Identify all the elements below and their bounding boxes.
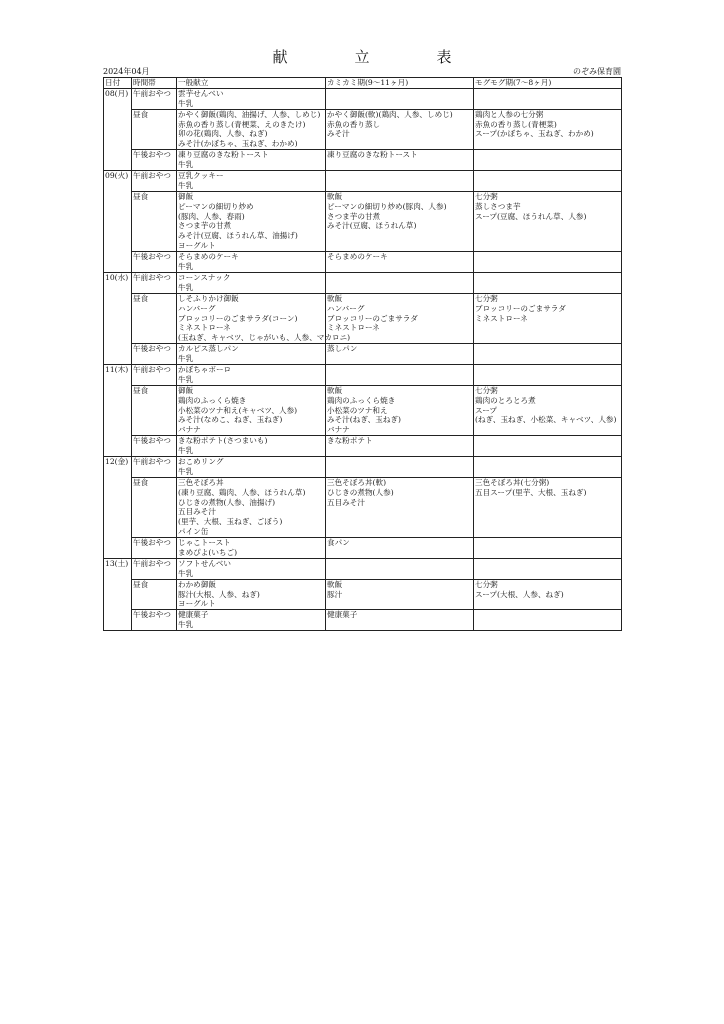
menu-item: さつま芋の甘煮 [178,221,232,231]
menu-item: 七分粥 [475,385,498,395]
menu-item: 健康菓子 [327,610,358,620]
menu-item: わかめ御飯 [178,579,216,589]
menu-item: パイン缶 [178,527,209,537]
menu-item: そらまめのケーキ [327,252,388,262]
table-row [104,272,622,293]
mogu-menu-cell [474,538,622,559]
menu-item: きな粉ポテト(さつまいも) [178,436,268,446]
menu-item: 牛乳 [178,354,194,364]
mogu-menu-cell [474,293,622,343]
menu-item: コーンスナック [178,272,231,282]
menu-item: ブロッコリーのごまサラダ [327,313,418,323]
menu-item: 牛乳 [178,446,194,456]
menu-item: ミネストローネ [475,313,528,323]
table-row [104,579,622,610]
date-cell: 08(月) [104,88,132,170]
slot-cell: 午前おやつ [132,88,177,109]
kami-menu-cell [326,171,474,192]
col-header-mogu: モグモグ期(7～8ヶ月) [474,78,622,89]
menu-item: かぼちゃボーロ [178,364,232,374]
general-menu-cell [177,191,326,251]
table-row [104,293,622,343]
table-row [104,385,622,435]
menu-item: (ねぎ、玉ねぎ、小松菜、キャベツ、人参) [475,415,617,425]
table-row [104,477,622,537]
slot-cell: 昼食 [132,293,177,343]
header-meta [103,67,621,77]
menu-item: ヨーグルト [178,241,216,251]
menu-item: みそ汁(ねぎ、玉ねぎ) [327,415,401,425]
kami-menu-cell [326,558,474,579]
kami-menu-cell [326,150,474,171]
menu-item: かやく御飯(軟)(鶏肉、人参、しめじ) [327,109,453,119]
general-menu-cell [177,385,326,435]
menu-item: スープ(かぼちゃ、玉ねぎ、わかめ) [475,129,594,139]
menu-item: 軟飯 [327,385,343,395]
menu-table [103,77,622,631]
menu-item: 軟飯 [327,191,343,201]
menu-item: ヨーグルト [178,599,216,609]
table-row [104,456,622,477]
slot-cell: 午後おやつ [132,252,177,273]
kami-menu-cell [326,579,474,610]
menu-item: 牛乳 [178,160,194,170]
kami-menu-cell [326,191,474,251]
menu-item: 赤魚の香り蒸し(青梗菜) [475,119,557,129]
kami-menu-cell [326,477,474,537]
menu-item: 健康菓子 [178,610,209,620]
kami-menu-cell [326,456,474,477]
col-header-slot: 時間帯 [132,78,177,89]
mogu-menu-cell [474,88,622,109]
general-menu-cell [177,272,326,293]
mogu-menu-cell [474,385,622,435]
mogu-menu-cell [474,109,622,150]
menu-item: バナナ [327,425,350,435]
menu-item: 御飯 [178,385,194,395]
general-menu-cell [177,436,326,457]
menu-item: みそ汁(なめこ、ねぎ、玉ねぎ) [178,415,283,425]
menu-item: みそ汁(豆腐、ほうれん草) [327,221,417,231]
header-row [104,78,622,89]
menu-item: かやく御飯(鶏肉、油揚げ、人参、しめじ) [178,109,321,119]
kami-menu-cell [326,252,474,273]
menu-item: 五目スープ(里芋、大根、玉ねぎ) [475,487,587,497]
col-header-date: 日付 [104,78,132,89]
mogu-menu-cell [474,150,622,171]
slot-cell: 午後おやつ [132,538,177,559]
menu-item: 赤魚の香り蒸し [327,119,381,129]
kami-menu-cell [326,109,474,150]
menu-item: ハンバーグ [178,303,216,313]
menu-item: ひじきの煮物(人参) [327,487,394,497]
menu-item: 七分粥 [475,293,498,303]
menu-item: 三色そぼろ丼(七分粥) [475,477,550,487]
menu-item: 小松菜のツナ和え(キャベツ、人参) [178,405,298,415]
mogu-menu-cell [474,477,622,537]
slot-cell: 午後おやつ [132,150,177,171]
col-header-kami: カミカミ期(9～11ヶ月) [326,78,474,89]
kami-menu-cell [326,436,474,457]
menu-item: ひじきの煮物(人参、油揚げ) [178,497,276,507]
menu-item: 七分粥 [475,191,498,201]
mogu-menu-cell [474,272,622,293]
kami-menu-cell [326,610,474,631]
menu-item: 蒸しパン [327,344,358,354]
kami-menu-cell [326,272,474,293]
general-menu-cell [177,477,326,537]
slot-cell: 午前おやつ [132,171,177,192]
menu-item: 牛乳 [178,282,194,292]
menu-item: ハンバーグ [327,303,365,313]
menu-item: ブロッコリーのごまサラダ [475,303,566,313]
menu-item: 食パン [327,538,350,548]
table-row [104,171,622,192]
menu-item: 牛乳 [178,180,194,190]
table-row [104,88,622,109]
general-menu-cell [177,252,326,273]
general-menu-cell [177,558,326,579]
mogu-menu-cell [474,436,622,457]
slot-cell: 昼食 [132,477,177,537]
table-row [104,610,622,631]
menu-item: 七分粥 [475,579,498,589]
menu-item: じゃこトースト [178,538,231,548]
menu-item: まめぴよ(いちご) [178,547,238,557]
menu-item: 卯の花(鶏肉、人参、ねぎ) [178,129,268,139]
menu-body [104,88,622,630]
menu-item: ミネストローネ [178,323,231,333]
menu-item: 凍り豆腐のきな粉トースト [327,150,418,160]
table-row [104,436,622,457]
menu-item: (玉ねぎ、キャベツ、じゃがいも、人参、マカロニ) [178,333,351,343]
slot-cell: 午後おやつ [132,610,177,631]
menu-item: 豚汁(大根、人参、ねぎ) [178,589,260,599]
menu-item: (凍り豆腐、鶏肉、人参、ほうれん草) [178,487,306,497]
general-menu-cell [177,456,326,477]
menu-item: 牛乳 [178,98,194,108]
general-menu-cell [177,610,326,631]
col-header-general: 一般献立 [177,78,326,89]
mogu-menu-cell [474,171,622,192]
menu-item: 軟飯 [327,293,343,303]
menu-item: 豆乳クッキー [178,171,224,181]
slot-cell: 午後おやつ [132,344,177,365]
kami-menu-cell [326,385,474,435]
menu-item: 五目みそ汁 [327,497,365,507]
slot-cell: 午前おやつ [132,272,177,293]
month-label: 2024年04月 [103,67,150,76]
menu-item: みそ汁(かぼちゃ、玉ねぎ、わかめ) [178,139,298,149]
menu-item: 豚汁 [327,589,343,599]
menu-item: みそ汁 [327,129,350,139]
menu-item: おこめリング [178,456,224,466]
menu-item: しそふりかけ御飯 [178,293,239,303]
menu-item: 鶏肉と人参の七分粥 [475,109,544,119]
menu-item: ソフトせんべい [178,558,232,568]
mogu-menu-cell [474,558,622,579]
date-cell: 13(土) [104,558,132,630]
general-menu-cell [177,171,326,192]
mogu-menu-cell [474,610,622,631]
menu-item: 御飯 [178,191,194,201]
kami-menu-cell [326,364,474,385]
mogu-menu-cell [474,456,622,477]
menu-item: スープ(豆腐、ほうれん草、人参) [475,211,587,221]
mogu-menu-cell [474,579,622,610]
menu-item: カルピス蒸しパン [178,344,239,354]
menu-item: みそ汁(豆腐、ほうれん草、油揚げ) [178,231,298,241]
menu-item: 牛乳 [178,568,194,578]
general-menu-cell [177,150,326,171]
menu-item: 鶏肉のふっくら焼き [178,395,247,405]
slot-cell: 昼食 [132,385,177,435]
general-menu-cell [177,88,326,109]
table-row [104,558,622,579]
menu-item: スープ(大根、人参、ねぎ) [475,589,564,599]
menu-item: ミネストローネ [327,323,380,333]
menu-item: 五目みそ汁 [178,507,216,517]
menu-item: さつま芋の甘煮 [327,211,381,221]
general-menu-cell [177,579,326,610]
menu-item: 軟飯 [327,579,343,589]
page-title: 献 立 表 [272,48,478,66]
menu-item: 凍り豆腐のきな粉トースト [178,150,269,160]
kami-menu-cell [326,88,474,109]
menu-item: ブロッコリーのごまサラダ(コーン) [178,313,298,323]
nursery-name: のぞみ保育園 [573,67,621,76]
date-cell: 09(火) [104,171,132,273]
slot-cell: 午前おやつ [132,456,177,477]
slot-cell: 午後おやつ [132,436,177,457]
general-menu-cell [177,109,326,150]
menu-item: ピーマンの細切り炒め(豚肉、人参) [327,201,447,211]
slot-cell: 昼食 [132,191,177,251]
menu-item: ピーマンの細切り炒め [178,201,254,211]
slot-cell: 午前おやつ [132,558,177,579]
menu-item: 牛乳 [178,374,194,384]
slot-cell: 午前おやつ [132,364,177,385]
general-menu-cell [177,344,326,365]
menu-item: (豚肉、人参、春雨) [178,211,245,221]
table-row [104,191,622,251]
slot-cell: 昼食 [132,109,177,150]
menu-item: スープ [475,405,498,415]
kami-menu-cell [326,538,474,559]
menu-item: きな粉ポテト [327,436,373,446]
table-row [104,364,622,385]
menu-item: 小松菜のツナ和え [327,405,388,415]
menu-item: 鶏肉のふっくら焼き [327,395,396,405]
mogu-menu-cell [474,191,622,251]
menu-item: 蒸しさつま芋 [475,201,521,211]
menu-item: 三色そぼろ丼 [178,477,224,487]
menu-item: 牛乳 [178,262,194,272]
mogu-menu-cell [474,252,622,273]
menu-item: 牛乳 [178,466,194,476]
date-cell: 10(水) [104,272,132,364]
mogu-menu-cell [474,364,622,385]
table-row [104,538,622,559]
menu-item: 赤魚の香り蒸し(青梗菜、えのきたけ) [178,119,306,129]
menu-item: (里芋、大根、玉ねぎ、ごぼう) [178,517,283,527]
menu-item: 三色そぼろ丼(軟) [327,477,387,487]
table-row [104,109,622,150]
menu-item: そらまめのケーキ [178,252,239,262]
menu-item: バナナ [178,425,201,435]
table-row [104,150,622,171]
mogu-menu-cell [474,344,622,365]
kami-menu-cell [326,344,474,365]
slot-cell: 昼食 [132,579,177,610]
general-menu-cell [177,538,326,559]
table-row [104,252,622,273]
date-cell: 11(木) [104,364,132,456]
menu-item: 雲芋せんべい [178,88,224,98]
date-cell: 12(金) [104,456,132,558]
table-row [104,344,622,365]
menu-item: 鶏肉のとろとろ煮 [475,395,536,405]
menu-item: 牛乳 [178,620,194,630]
general-menu-cell [177,364,326,385]
